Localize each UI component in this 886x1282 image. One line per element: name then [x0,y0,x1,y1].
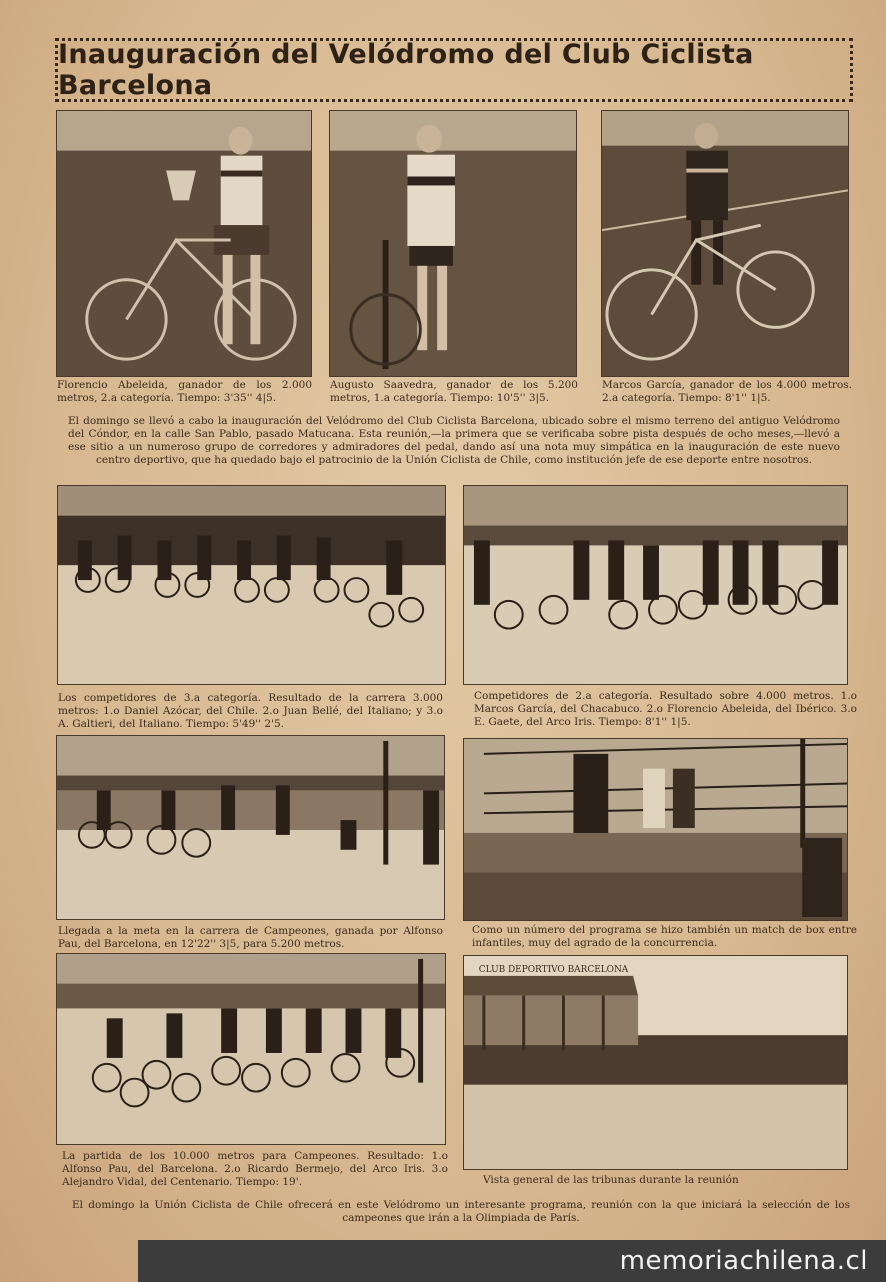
caption-match-box: Como un número del programa se hizo también un match de box entre infantiles, muy del agrado de la concurrencia. [472,924,857,949]
caption-abeleida: Florencio Abeleida, ganador de los 2.000 metros, 2.a categoría. Tiempo: 3'35'' 4|5. [57,379,312,404]
photo-abeleida [56,110,312,377]
grandstand-sign: CLUB DEPORTIVO BARCELONA [478,964,629,975]
caption-garcia: Marcos García, ganador de los 4.000 metros. 2.a categoría. Tiempo: 8'1'' 1|5. [602,379,852,404]
caption-tercera-categoria: Los competidores de 3.a categoría. Resultado de la carrera 3.000 metros: 1.o Daniel Azócar, del Chile. 2.o Juan Bellé, del Italiano; y 3.o A. Galtieri, del Italiano. Tiempo: 5'49'' 2'5. [58,692,443,730]
intro-paragraph: El domingo se llevó a cabo la inauguración del Velódromo del Club Ciclista Barcelona, ubicado sobre el mismo terreno del antiguo Velódromo del Cóndor, en la calle San Pablo, pasado Matucana. Esta reunión,—la primera que se verificaba sobre pista después de ocho meses,—llevó a ese sitio a un numeroso grupo de corredores y admiradores del pedal, dando así una nota muy simpática en la inauguración de este nuevo centro deportivo, que ha quedado bajo el patrocinio de la Unión Ciclista de Chile, como institución jefe de ese deporte entre nosotros. [68,415,840,466]
caption-tribunas: Vista general de las tribunas durante la reunión [483,1174,739,1186]
watermark-text: memoriachilena.cl [619,1246,868,1276]
photo-segunda-categoria [463,485,848,685]
closing-paragraph: El domingo la Unión Ciclista de Chile ofrecerá en este Velódromo un interesante programa, reunión con la que iniciará la selección de los campeones que irán a la Olimpiada de París. [72,1199,850,1224]
photo-tribunas [463,955,848,1170]
caption-llegada-meta: Llegada a la meta en la carrera de Campeones, ganada por Alfonso Pau, del Barcelona, en 12'22'' 3|5, para 5.200 metros. [58,925,443,950]
watermark-bar [138,1240,886,1282]
photo-saavedra [329,110,577,377]
photo-garcia [601,110,849,377]
photo-llegada-meta [56,735,445,920]
page-title: Inauguración del Velódromo del Club Ciclista Barcelona [58,39,754,101]
caption-segunda-categoria: Competidores de 2.a categoría. Resultado sobre 4.000 metros. 1.o Marcos García, del Chacabuco. 2.o Florencio Abeleida, del Ibérico. 3.o E. Gaete, del Arco Iris. Tiempo: 8'1'' 1|5. [474,690,857,728]
caption-partida-campeones: La partida de los 10.000 metros para Campeones. Resultado: 1.o Alfonso Pau, del Barcelona. 2.o Ricardo Bermejo, del Arco Iris. 3.o Alejandro Vidal, del Centenario. Tiempo: 19'. [62,1150,448,1188]
photo-tercera-categoria [57,485,446,685]
title-frame [55,38,853,102]
photo-partida-campeones [56,953,446,1145]
photo-match-box [463,738,848,921]
caption-saavedra: Augusto Saavedra, ganador de los 5.200 metros, 1.a categoría. Tiempo: 10'5'' 3|5. [330,379,578,404]
